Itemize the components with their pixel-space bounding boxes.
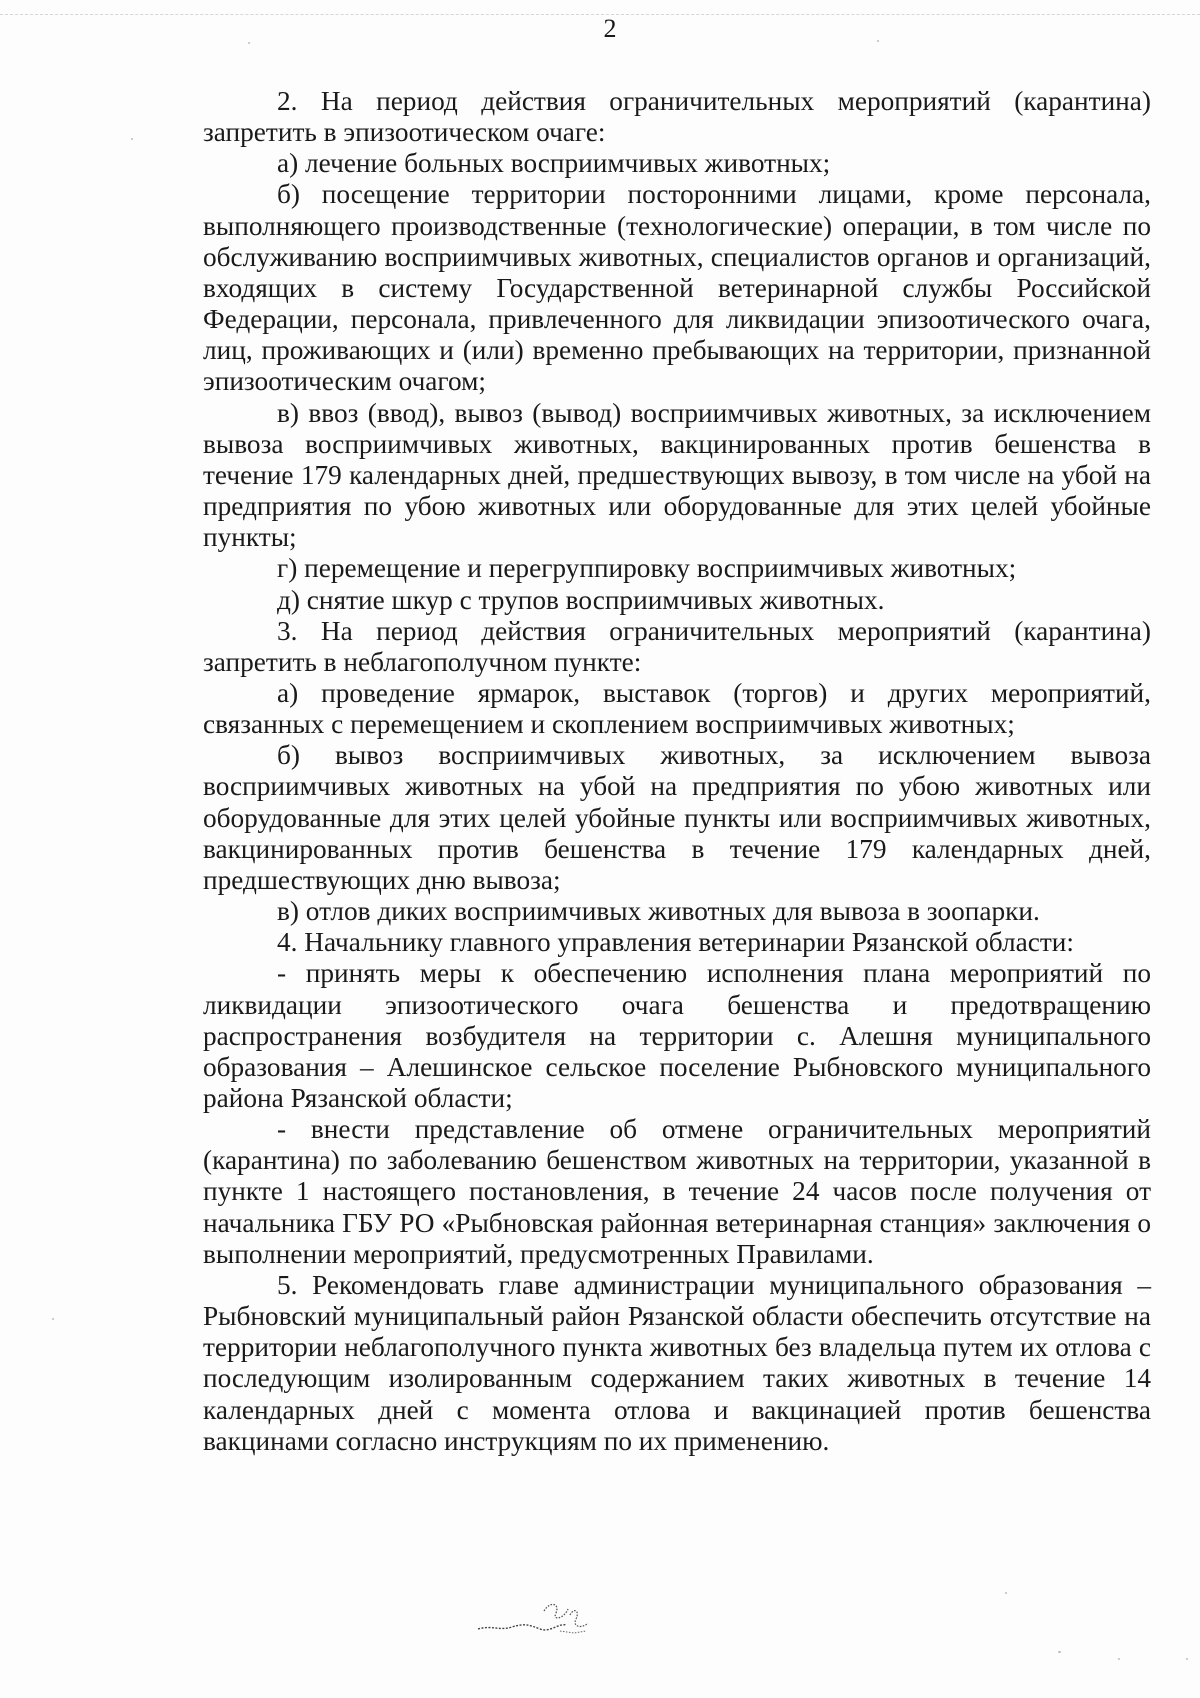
scan-speck [52, 1318, 54, 1320]
scan-speck [1118, 1658, 1120, 1660]
paragraph-5: 5. Рекомендовать главе администрации муниципального образования – Рыбновский муниципальный район Рязанской области обеспечить отсутствие на территории неблагополучного пункта животных без владельца путем их отлова с последующим изолированным содержанием таких животных в течение 14 календарных дней с момента отлова и вакцинацией против бешенства вакцинами согласно инструкциям по их применению. [203, 1269, 1151, 1456]
scan-speck [877, 40, 879, 42]
paragraph-2d: д) снятие шкур с трупов восприимчивых животных. [277, 584, 885, 615]
paragraph-3: 3. На период действия ограничительных мероприятий (карантина) запретить в неблагополучном пункте: [203, 615, 1151, 677]
paragraph-2b: б) посещение территории посторонними лицами, кроме персонала, выполняющего производственные (технологические) операции, в том числе по обслуживанию восприимчивых животных, специалистов органов и организаций, входящих в систему Государственной ветеринарной службы Российской Федерации, персонала, привлеченного для ликвидации эпизоотического очага, лиц, проживающих и (или) временно пребывающих на территории, признанной эпизоотическим очагом; [203, 179, 1151, 397]
page-number: 2 [603, 14, 617, 43]
document-body [203, 86, 1151, 1457]
paragraph-4: 4. Начальнику главного управления ветеринарии Рязанской области: [277, 927, 1074, 958]
scan-speck [1186, 1658, 1188, 1660]
paragraph-2a: а) лечение больных восприимчивых животных; [277, 148, 831, 179]
paragraph-2g: г) перемещение и перегруппировку восприимчивых животных; [277, 553, 1017, 584]
paragraph-3v: в) отлов диких восприимчивых животных для вывоза в зоопарки. [277, 896, 1040, 927]
paragraph-3a: а) проведение ярмарок, выставок (торгов) и других мероприятий, связанных с перемещением и скоплением восприимчивых животных; [203, 677, 1151, 740]
scan-speck [1005, 1592, 1007, 1594]
handwritten-initials-mark [470, 1585, 610, 1645]
paragraph-4-item-1: - принять меры к обеспечению исполнения плана мероприятий по ликвидации эпизоотического очага бешенства и предотвращению распространения возбудителя на территории с. Алешня муниципального образования – Алешинское сельское поселение Рыбновского муниципального района Рязанской области; [203, 958, 1151, 1113]
paragraph-3b: б) вывоз восприимчивых животных, за исключением вывоза восприимчивых животных на убой на предприятия по убою животных или оборудованные для этих целей убойные пункты или восприимчивых животных, вакцинированных против бешенства в течение 179 календарных дней, предшествующих дню вывоза; [203, 740, 1151, 895]
paragraph-4-item-2: - внести представление об отмене ограничительных мероприятий (карантина) по заболеванию бешенством животных на территории, указанной в пункте 1 настоящего постановления, в течение 24 часов после получения от начальника ГБУ РО «Рыбновская районная ветеринарная станция» заключения о выполнении мероприятий, предусмотренных Правилами. [203, 1114, 1151, 1269]
scan-speck [131, 138, 133, 140]
scan-speck [248, 42, 250, 44]
paragraph-2: 2. На период действия ограничительных мероприятий (карантина) запретить в эпизоотическом очаге: [203, 86, 1151, 148]
paragraph-2v: в) ввоз (ввод), вывоз (вывод) восприимчивых животных, за исключением вывоза восприимчивых животных, вакцинированных против бешенства в течение 179 календарных дней, предшествующих вывозу, в том числе на убой на предприятия по убою животных или оборудованные для этих целей убойные пункты; [203, 397, 1151, 553]
scan-speck [1058, 1651, 1061, 1653]
